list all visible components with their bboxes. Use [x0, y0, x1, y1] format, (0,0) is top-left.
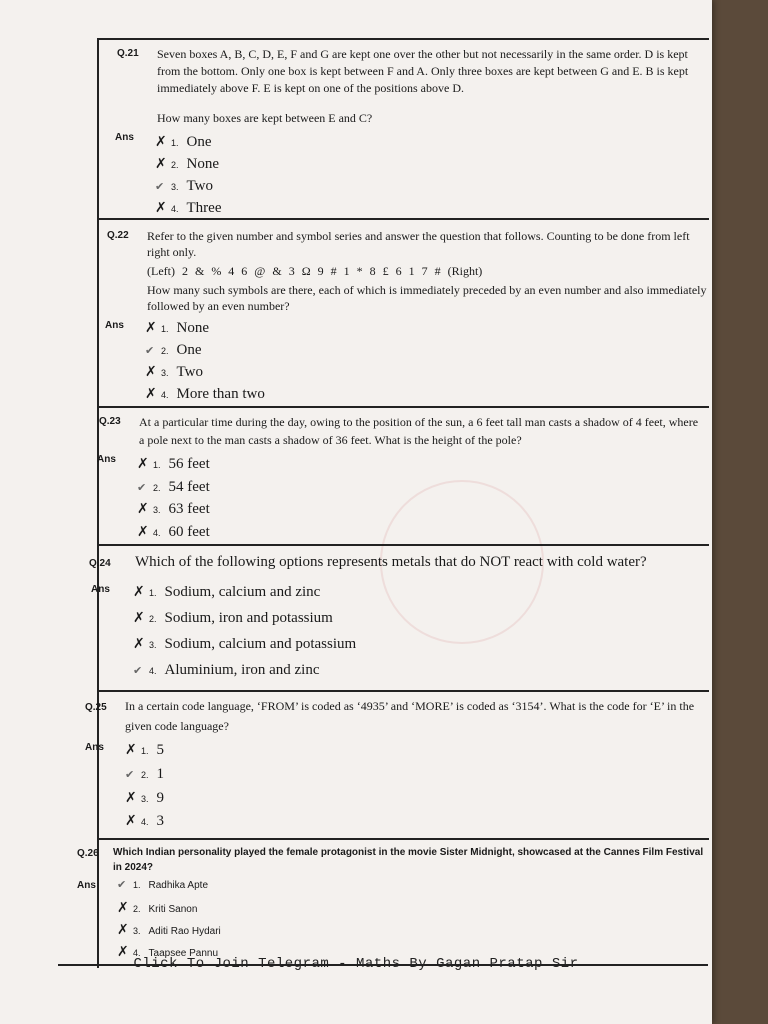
question-number: Q.24	[89, 558, 111, 569]
option-1[interactable]	[155, 134, 212, 151]
option-value: None	[186, 156, 220, 172]
option-3[interactable]	[133, 636, 356, 653]
option-1[interactable]	[145, 320, 209, 337]
option-value: 60 feet	[168, 524, 210, 540]
option-4[interactable]	[137, 524, 210, 541]
question-text-line: immediately above F. E is kept on one of the positions above D.	[157, 81, 464, 95]
option-number: 4.	[149, 666, 157, 676]
option-value: Aluminium, iron and zinc	[164, 662, 320, 678]
option-value: 5	[156, 742, 165, 758]
check-icon: ✔	[133, 664, 143, 677]
cross-icon: ✗	[125, 790, 137, 806]
option-2[interactable]	[133, 610, 333, 627]
answer-label: Ans	[115, 132, 134, 143]
option-1[interactable]	[117, 878, 208, 891]
option-number: 1.	[171, 138, 179, 148]
question-text-line: from the bottom. Only one box is kept between F and A. Only three boxes are kept between G and E. B is kept	[157, 64, 689, 78]
question-block-21	[97, 38, 709, 218]
option-value: 9	[156, 790, 165, 806]
option-value: Taapsee Pannu	[148, 948, 219, 959]
option-number: 1.	[153, 460, 161, 470]
check-icon: ✔	[137, 481, 147, 494]
option-2[interactable]	[125, 766, 164, 783]
option-4[interactable]	[145, 386, 265, 403]
option-3[interactable]	[117, 922, 221, 938]
question-number: Q.21	[117, 48, 139, 59]
check-icon: ✔	[125, 768, 135, 781]
check-icon: ✔	[117, 878, 127, 891]
question-text-line: followed by an even number?	[147, 299, 290, 313]
option-number: 2.	[141, 770, 149, 780]
cross-icon: ✗	[117, 922, 129, 938]
cross-icon: ✗	[125, 742, 137, 758]
option-value: Two	[186, 178, 213, 194]
option-number: 4.	[133, 948, 141, 958]
option-number: 3.	[171, 182, 179, 192]
option-value: 1	[156, 766, 165, 782]
cross-icon: ✗	[145, 386, 157, 402]
cross-icon: ✗	[137, 524, 149, 540]
question-block-22	[97, 218, 709, 408]
option-3[interactable]	[125, 790, 164, 807]
option-number: 1.	[141, 746, 149, 756]
option-value: One	[186, 134, 212, 150]
question-number: Q.22	[107, 230, 129, 241]
question-text-line: Refer to the given number and symbol series and answer the question that follows. Counting to be done from left	[147, 229, 690, 243]
cross-icon: ✗	[117, 900, 129, 916]
option-value: Two	[176, 364, 203, 380]
option-4[interactable]	[133, 662, 320, 679]
option-1[interactable]	[133, 584, 320, 601]
option-value: Sodium, calcium and zinc	[164, 584, 321, 600]
cross-icon: ✗	[117, 944, 129, 960]
question-text-line: How many boxes are kept between E and C?	[157, 111, 373, 125]
question-text-line: given code language?	[125, 719, 229, 733]
option-value: Radhika Apte	[148, 880, 209, 891]
option-number: 1.	[149, 588, 157, 598]
option-2[interactable]	[137, 479, 210, 496]
question-grid	[77, 38, 709, 968]
check-icon: ✔	[155, 180, 165, 193]
option-3[interactable]	[137, 501, 210, 518]
option-number: 4.	[141, 817, 149, 827]
cross-icon: ✗	[145, 320, 157, 336]
question-number: Q.23	[99, 416, 121, 427]
option-number: 2.	[133, 904, 141, 914]
option-number: 3.	[141, 794, 149, 804]
cross-icon: ✗	[133, 610, 145, 626]
option-number: 1.	[133, 880, 141, 890]
answer-label: Ans	[77, 880, 96, 891]
option-4[interactable]	[155, 200, 222, 217]
option-number: 1.	[161, 324, 169, 334]
cross-icon: ✗	[133, 584, 145, 600]
option-2[interactable]	[145, 342, 202, 359]
option-number: 2.	[153, 483, 161, 493]
option-value: None	[176, 320, 210, 336]
cross-icon: ✗	[137, 456, 149, 472]
cross-icon: ✗	[137, 501, 149, 517]
cross-icon: ✗	[155, 156, 167, 172]
answer-label: Ans	[85, 742, 104, 753]
question-text-line: Which Indian personality played the female protagonist in the movie Sister Midnight, showcased at the Cannes Film Festival	[113, 847, 704, 858]
question-number: Q.25	[85, 702, 107, 713]
option-1[interactable]	[137, 456, 210, 473]
option-number: 2.	[171, 160, 179, 170]
option-number: 2.	[161, 346, 169, 356]
option-number: 4.	[161, 390, 169, 400]
question-text-line: a pole next to the man casts a shadow of 36 feet. What is the height of the pole?	[139, 433, 522, 447]
option-2[interactable]	[155, 156, 219, 173]
telegram-footer-link[interactable]: Click To Join Telegram - Maths By Gagan Pratap Sir	[133, 956, 579, 972]
cross-icon: ✗	[125, 813, 137, 829]
option-3[interactable]	[145, 364, 203, 381]
check-icon: ✔	[145, 344, 155, 357]
option-1[interactable]	[125, 742, 164, 759]
option-value: 63 feet	[168, 501, 210, 517]
option-2[interactable]	[117, 900, 197, 916]
option-value: Sodium, calcium and potassium	[164, 636, 357, 652]
option-number: 3.	[149, 640, 157, 650]
cross-icon: ✗	[155, 200, 167, 216]
question-text-line: right only.	[147, 245, 197, 259]
question-text-line: How many such symbols are there, each of which is immediately preceded by an even number and also immediately	[147, 283, 707, 297]
option-number: 3.	[161, 368, 169, 378]
question-text-line: At a particular time during the day, owing to the position of the sun, a 6 feet tall man casts a shadow of 4 feet, where	[139, 415, 699, 429]
question-block-24	[89, 544, 709, 690]
option-value: 3	[156, 813, 165, 829]
question-text-line: In a certain code language, ‘FROM’ is coded as ‘4935’ and ‘MORE’ is coded as ‘3154’. What is the code for ‘E’ in the	[125, 699, 695, 713]
option-4[interactable]	[125, 813, 164, 830]
cross-icon: ✗	[155, 134, 167, 150]
option-number: 4.	[153, 528, 161, 538]
option-value: Aditi Rao Hydari	[148, 926, 221, 937]
question-text-line: in 2024?	[113, 862, 154, 873]
answer-label: Ans	[105, 320, 124, 331]
question-block-26	[77, 838, 709, 966]
cross-icon: ✗	[145, 364, 157, 380]
answer-label: Ans	[91, 584, 110, 595]
option-number: 4.	[171, 204, 179, 214]
question-block-25	[85, 690, 709, 838]
option-value: Three	[186, 200, 222, 216]
option-number: 3.	[153, 505, 161, 515]
question-text-line: Which of the following options represents metals that do NOT react with cold water?	[135, 554, 647, 570]
option-value: 54 feet	[168, 479, 210, 495]
answer-label: Ans	[97, 454, 116, 465]
question-number: Q.26	[77, 848, 99, 859]
series-line: (Left) 2 & % 4 6 @ & 3 Ω 9 # 1 * 8 £ 6 1 7 # (Right)	[147, 264, 483, 278]
option-value: Sodium, iron and potassium	[164, 610, 333, 626]
option-number: 3.	[133, 926, 141, 936]
option-value: 56 feet	[168, 456, 210, 472]
question-block-23	[97, 406, 709, 544]
option-value: One	[176, 342, 202, 358]
cross-icon: ✗	[133, 636, 145, 652]
option-value: More than two	[176, 386, 265, 402]
option-3[interactable]	[155, 178, 213, 195]
option-number: 2.	[149, 614, 157, 624]
question-text-line: Seven boxes A, B, C, D, E, F and G are kept one over the other but not necessarily in the same order. D is kept	[157, 47, 688, 61]
option-value: Kriti Sanon	[148, 904, 198, 915]
